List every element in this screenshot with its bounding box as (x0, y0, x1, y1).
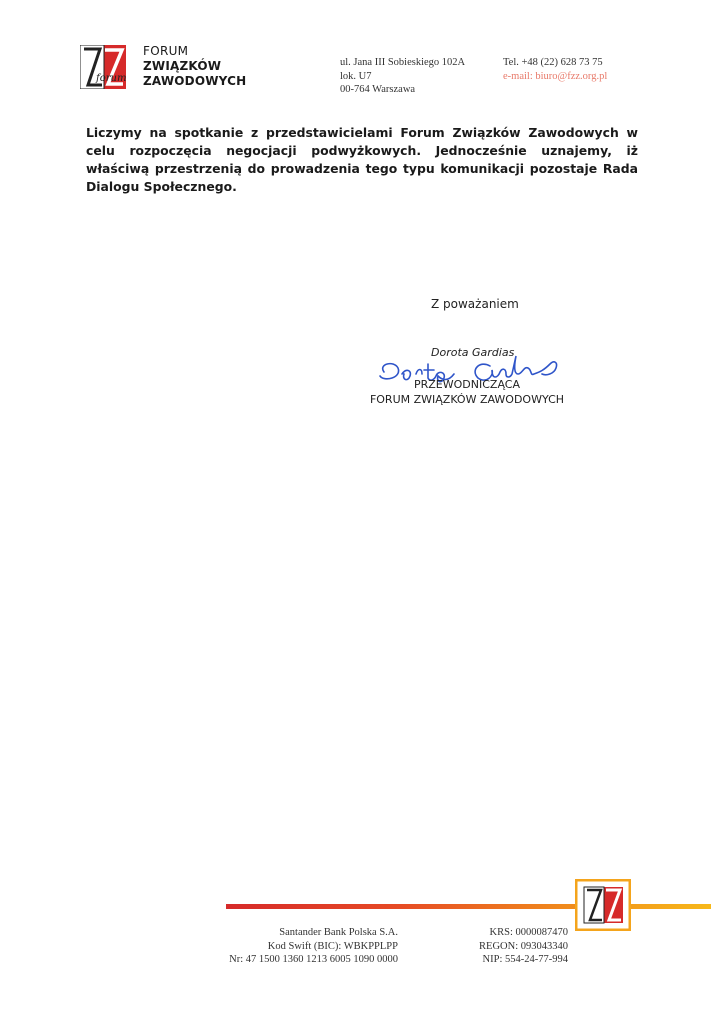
regon-number: REGON: 093043340 (479, 940, 568, 952)
closing-regards: Z poważaniem (431, 297, 519, 311)
email-address[interactable]: e-mail: biuro@fzz.org.pl (503, 70, 608, 82)
signer-role (0, 377, 724, 407)
letter-paragraph: Liczymy na spotkanie z przedstawicielami Forum Związków Zawodowych w celu rozpoczęcia negocjacji podwyżkowych. Jednocześnie uznajemy, iż właściwą przestrzenią do prowadzenia tego typu komunikacji pozostaje Rada Dialogu Społecznego. (86, 125, 638, 194)
registry-ids (436, 926, 568, 967)
footer-gradient-bar (226, 904, 711, 909)
address-city: 00-764 Warszawa (340, 84, 416, 95)
address-unit: lok. U7 (340, 70, 372, 82)
contact-block (503, 56, 607, 83)
fzz-footer-logo-icon (575, 879, 631, 931)
brand-line-1: FORUM (143, 44, 189, 58)
svg-text:forum: forum (96, 73, 126, 84)
role-organization: FORUM ZWIĄZKÓW ZAWODOWYCH (369, 393, 565, 406)
phone-number: Tel. +48 (22) 628 73 75 (503, 57, 603, 68)
brand-name (143, 44, 246, 89)
bank-account: Nr: 47 1500 1360 1213 6005 1090 0000 (229, 954, 398, 965)
bank-details (190, 926, 398, 967)
address-street: ul. Jana III Sobieskiego 102A (340, 57, 466, 68)
bank-swift: Kod Swift (BIC): WBKPPLPP (267, 940, 398, 952)
bank-name: Santander Bank Polska S.A. (279, 927, 398, 938)
role-title: PRZEWODNICZĄCA (414, 378, 520, 391)
krs-number: KRS: 0000087470 (489, 927, 568, 938)
fzz-logo-icon (80, 45, 126, 89)
brand-line-2: ZWIĄZKÓW (143, 59, 222, 73)
address-block (340, 56, 465, 97)
brand-line-3: ZAWODOWYCH (143, 74, 247, 88)
signer-name: Dorota Gardias (431, 346, 515, 359)
nip-number: NIP: 554-24-77-994 (482, 954, 568, 965)
